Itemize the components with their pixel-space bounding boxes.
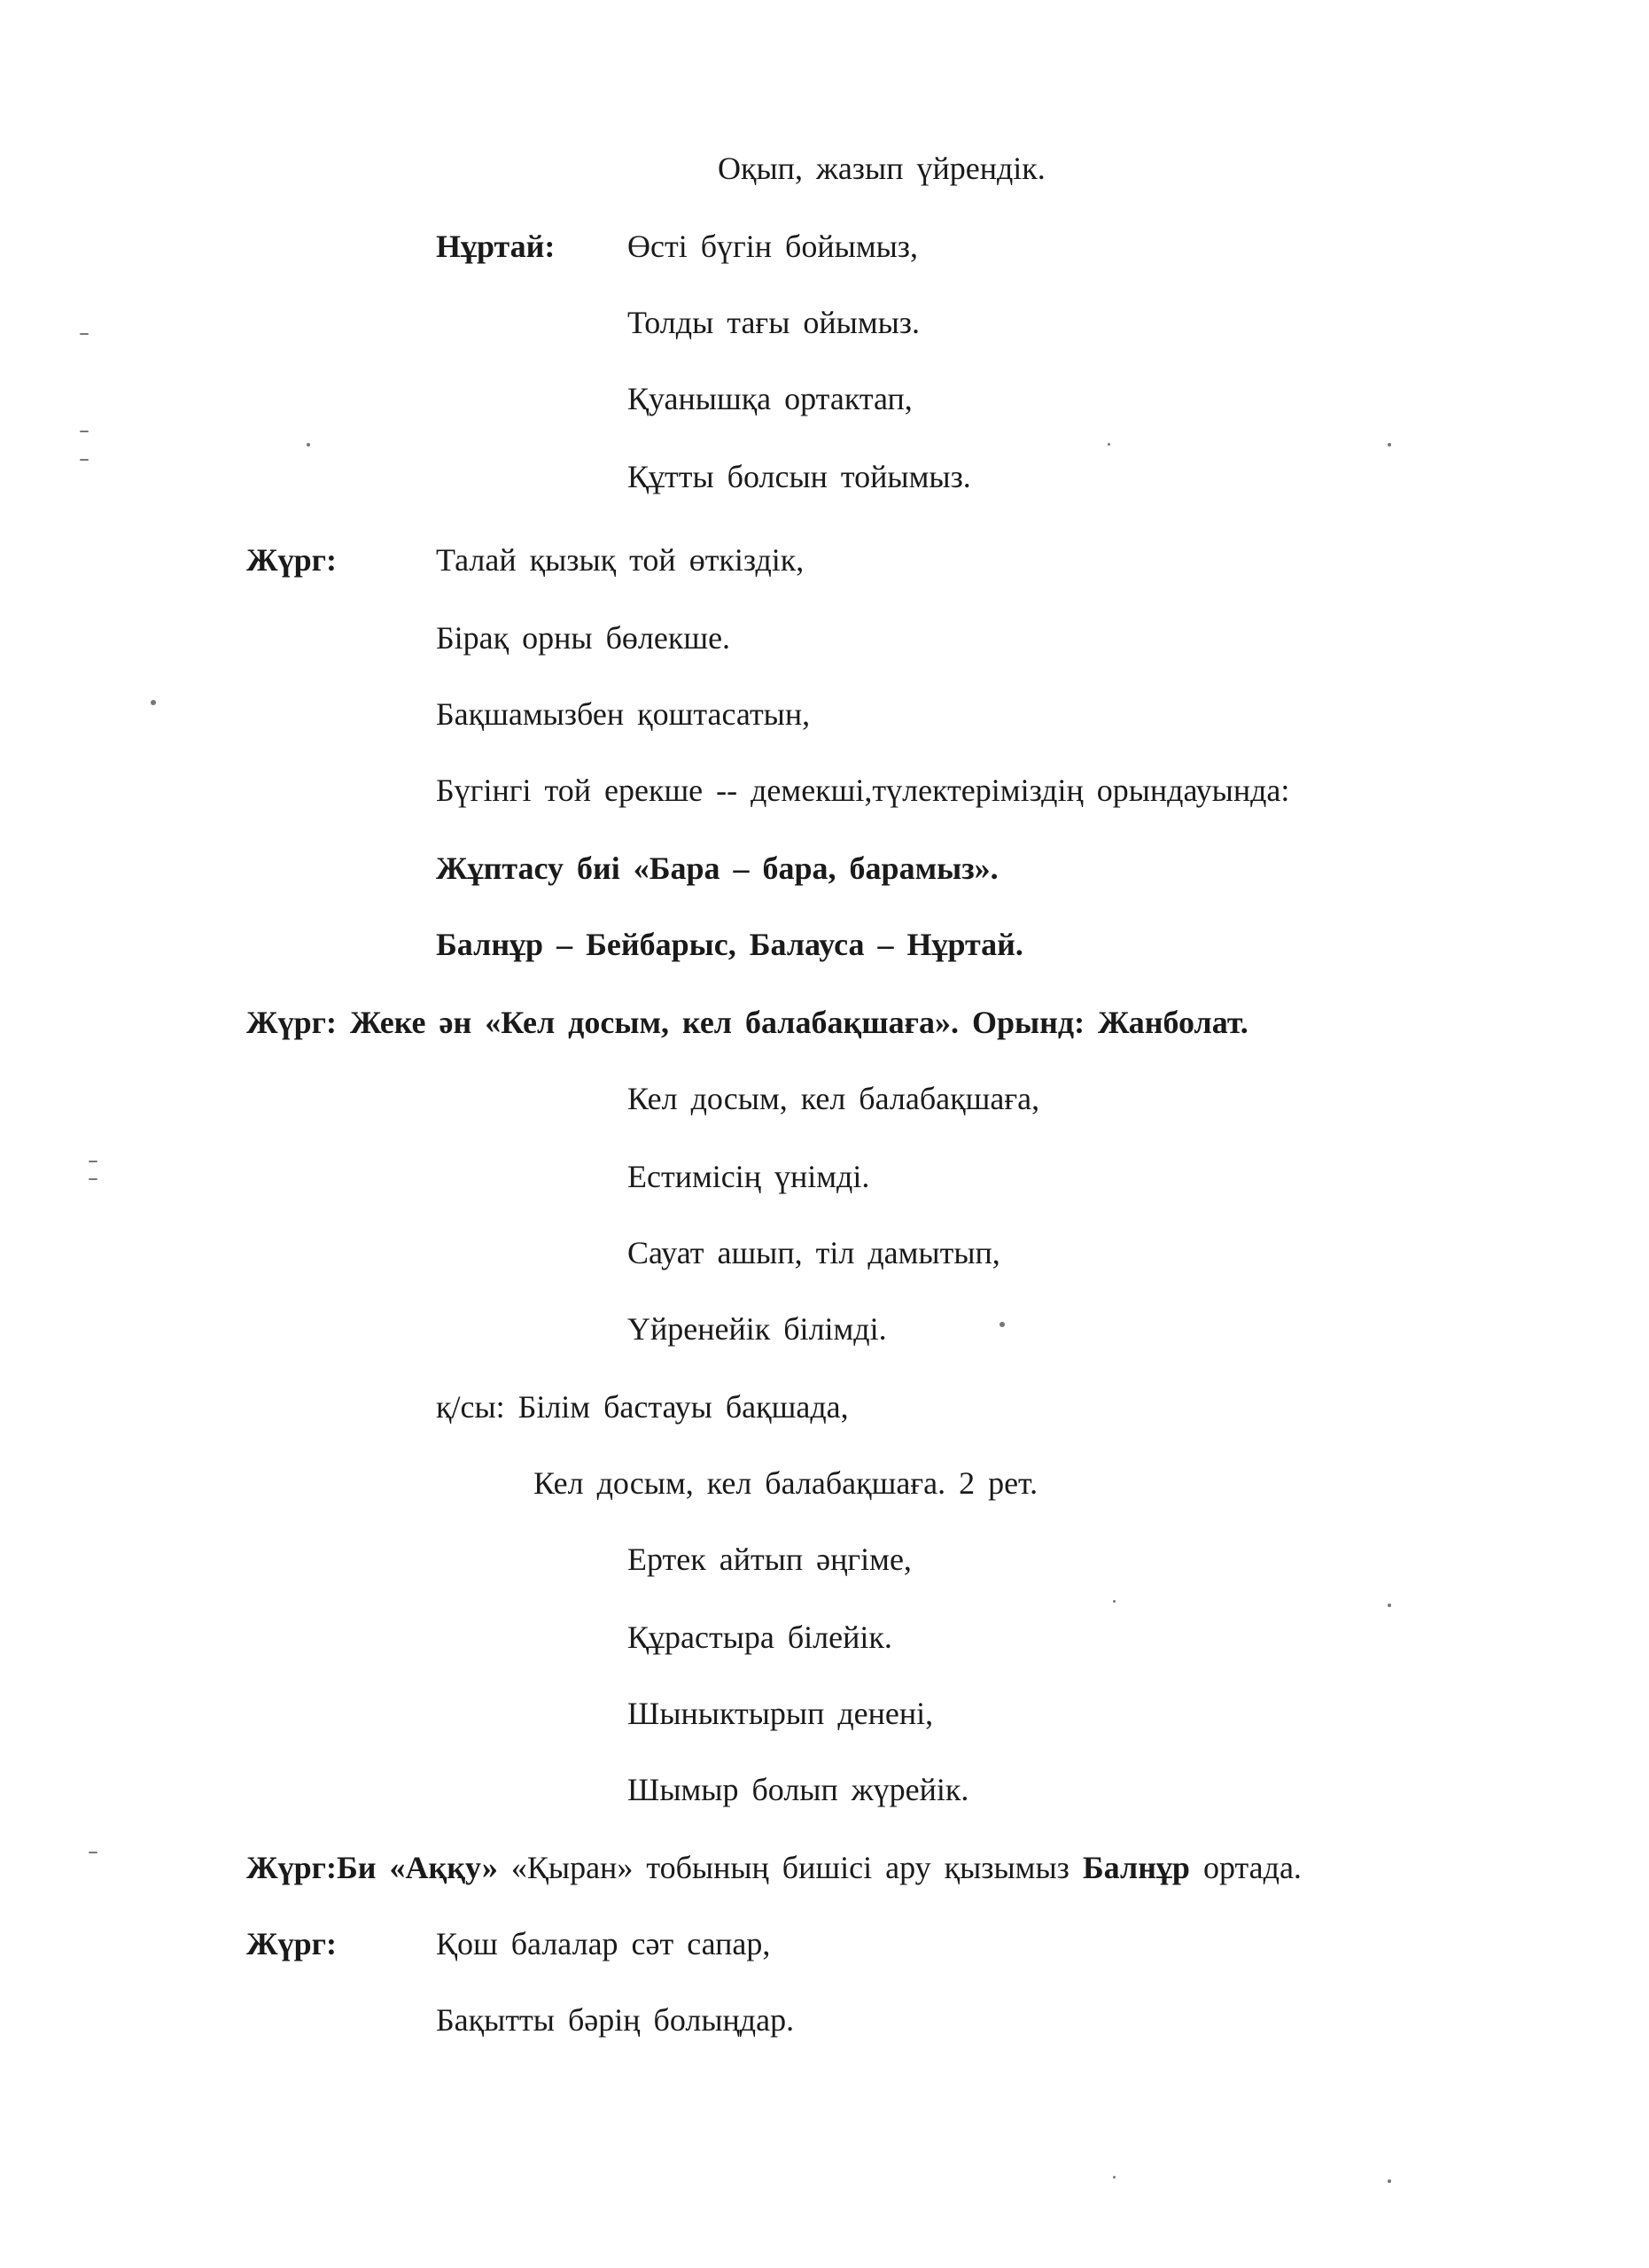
scan-speck	[1000, 1322, 1005, 1327]
scan-speck	[89, 1852, 97, 1853]
performance-title: Жұптасу биі «Бара – бара, барамыз».	[436, 850, 999, 886]
host-announcement	[246, 1848, 1302, 1887]
announcement-text: «Қыран» тобының бишісі ару қызымыз	[497, 1850, 1083, 1885]
song-line: Кел досым, кел балабақшаға,	[627, 1081, 1040, 1116]
chorus-line: қ/сы: Білім бастауы бақшада,	[436, 1389, 849, 1425]
poem-line: Оқып, жазып үйрендік.	[718, 151, 1046, 186]
song-line: Құрастыра білейік.	[627, 1619, 892, 1655]
chorus-line: Кел досым, кел балабақшаға. 2 рет.	[533, 1465, 1038, 1501]
poem-line: Талай қызық той өткіздік,	[436, 542, 805, 578]
host-announcement: Жүрг: Жеке ән «Кел досым, кел балабақшаға». Орынд: Жанболат.	[246, 1005, 1248, 1040]
scan-speck	[1108, 443, 1110, 446]
song-line: Шымыр болып жүрейік.	[627, 1772, 969, 1807]
scan-speck	[1113, 1600, 1116, 1603]
poem-line: Бірақ орны бөлекше.	[436, 620, 731, 656]
song-line: Ертек айтып әңгіме,	[627, 1542, 912, 1577]
scan-speck	[80, 333, 89, 335]
song-line: Сауат ашып, тіл дамытып,	[627, 1235, 1000, 1270]
poem-line: Құтты болсын тойымыз.	[627, 459, 971, 494]
poem-line: Қош балалар сәт сапар,	[436, 1926, 771, 1961]
scan-speck	[80, 459, 89, 461]
scan-speck	[80, 431, 89, 432]
speaker-label: Нұртай:	[436, 229, 556, 264]
poem-line: Бақшамызбен қоштасатын,	[436, 696, 811, 732]
poem-line: Өсті бүгін бойымыз,	[627, 229, 919, 264]
scan-speck	[1388, 1604, 1391, 1607]
speaker-label: Жүрг:	[246, 542, 337, 578]
scan-speck	[1113, 2176, 1116, 2179]
scan-speck	[89, 1161, 97, 1162]
speaker-label: Жүрг:	[246, 1926, 337, 1961]
scan-speck	[89, 1178, 97, 1180]
poem-line: Бүгінгі той ерекше -- демекші,түлектеріміздің орындауында:	[436, 773, 1290, 808]
song-line: Шыныктырып денені,	[627, 1696, 934, 1731]
poem-line: Қуанышқа ортактап,	[627, 381, 913, 416]
song-line: Естимісің үнімді.	[627, 1159, 870, 1194]
performers-line: Балнұр – Бейбарыс, Балауса – Нұртай.	[436, 927, 1023, 962]
scan-speck	[307, 443, 310, 447]
scan-speck	[1388, 443, 1391, 447]
host-label: Жүрг:Би «Аққу»	[246, 1850, 498, 1885]
announcement-text-end: ортада.	[1189, 1850, 1302, 1885]
song-line: Үйренейік білімді.	[627, 1311, 887, 1347]
poem-line: Бақытты бәрің болыңдар.	[436, 2002, 795, 2038]
performer-name: Балнұр	[1082, 1850, 1190, 1885]
poem-line: Толды тағы ойымыз.	[627, 305, 921, 340]
scan-speck	[1388, 2179, 1391, 2183]
scan-speck	[151, 700, 156, 705]
